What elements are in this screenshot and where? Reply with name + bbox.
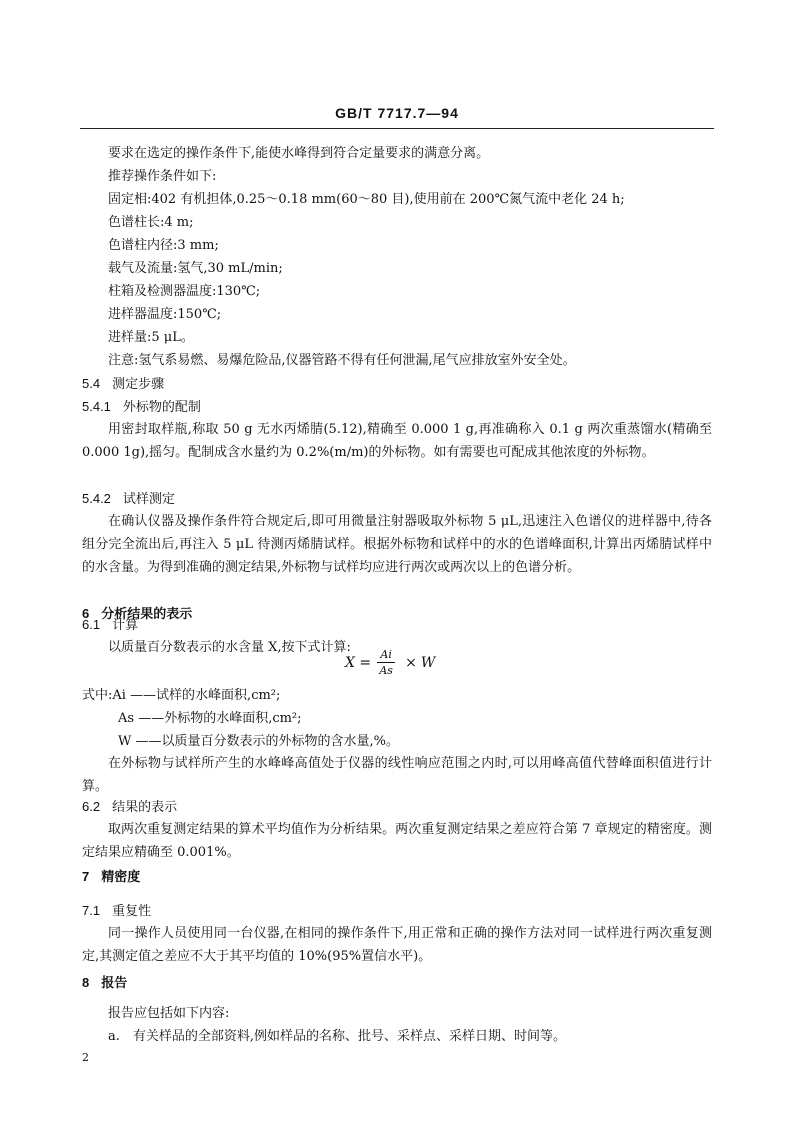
paragraph-7-1: 同一操作人员使用同一台仪器,在相同的操作条件下,用正常和正确的操作方法对同一试样进行两次重复测定,其测定值之差应不大于其平均值的 10%(95%置信水平)。: [82, 926, 712, 964]
where-line: As ——外标物的水峰面积,cm²;: [118, 711, 302, 726]
text-line: 进样器温度:150℃;: [108, 307, 222, 322]
section-5-4: [82, 376, 164, 393]
text-line: 进样量:5 μL。: [108, 330, 194, 345]
where-line: 式中:Ai ——试样的水峰面积,cm²;: [82, 688, 281, 703]
formula-numerator: Ai: [380, 648, 392, 661]
paragraph-5-4-2: 在确认仪器及操作条件符合规定后,即可用微量注射器吸取外标物 5 μL,迅速注入色谱仪的进样器中,待各组分完全流出后,再注入 5 μL 待测丙烯腈试样。根据外标物和试样中的水的色谱峰面积,计算出丙烯腈试样中的水含量。为得到准确的测定结果,外标物与试样均应进行两次或两次以上的色谱分析。: [82, 514, 712, 575]
text-line: 要求在选定的操作条件下,能使水峰得到符合定量要求的满意分离。: [108, 146, 490, 161]
text-line: 柱箱及检测器温度:130℃;: [108, 284, 261, 299]
text-line: 色谱柱长:4 m;: [108, 215, 194, 230]
section-6-1: [82, 617, 138, 634]
section-title: 报告: [101, 976, 128, 991]
text-line: 报告应包括如下内容:: [108, 1006, 230, 1021]
text-line: 载气及流量:氢气,30 mL/min;: [108, 261, 283, 276]
formula: [345, 648, 435, 677]
section-6-2: [82, 799, 177, 816]
section-number: 7: [82, 869, 90, 884]
section-7: [82, 869, 140, 886]
text-line: 注意:氢气系易燃、易爆危险品,仪器管路不得有任何泄漏,尾气应排放室外安全处。: [108, 353, 576, 368]
section-5-4-2: [82, 491, 175, 508]
header-rule: [80, 128, 714, 129]
paragraph-6-2: 取两次重复测定结果的算术平均值作为分析结果。两次重复测定结果之差应符合第 7 章规定的精密度。测定结果应精确至 0.001%。: [82, 822, 712, 860]
section-5-4-1: [82, 399, 201, 416]
section-title: 计算: [112, 618, 139, 633]
section-title: 重复性: [112, 904, 152, 919]
formula-lhs: X =: [345, 654, 372, 671]
section-number: 6: [82, 606, 90, 621]
formula-rhs: W: [420, 654, 436, 671]
section-number: 6.1: [82, 617, 101, 632]
paragraph-5-4-1: 用密封取样瓶,称取 50 g 无水丙烯腈(5.12),精确至 0.000 1 g,再准确称入 0.1 g 两次重蒸馏水(精确至 0.000 1g),摇匀。配制成含水量约为 0.2%(m/m)的外标物。如有需要也可配成其他浓度的外标物。: [82, 422, 712, 460]
text-line: 色谱柱内径:3 mm;: [108, 238, 219, 253]
section-number: 6.2: [82, 799, 101, 814]
section-number: 5.4.1: [82, 399, 111, 414]
section-7-1: [82, 903, 151, 920]
text-line: 固定相:402 有机担体,0.25～0.18 mm(60～80 目),使用前在 200℃氮气流中老化 24 h;: [108, 192, 625, 207]
section-8: [82, 975, 127, 992]
section-number: 7.1: [82, 903, 101, 918]
text-line: 推荐操作条件如下:: [108, 169, 217, 184]
section-number: 8: [82, 975, 90, 990]
section-title: 测定步骤: [112, 377, 165, 392]
section-title: 外标物的配制: [122, 400, 201, 415]
section-number: 5.4: [82, 376, 101, 391]
section-title: 精密度: [101, 870, 141, 885]
standard-code-header: GB/T 7717.7—94: [335, 105, 459, 121]
section-number: 5.4.2: [82, 491, 111, 506]
formula-denominator: As: [379, 664, 393, 677]
section-title: 分析结果的表示: [101, 607, 193, 622]
section-title: 结果的表示: [112, 800, 178, 815]
fraction-bar: [377, 662, 395, 663]
paragraph-6-1-note: 在外标物与试样所产生的水峰峰高值处于仪器的线性响应范围之内时,可以用峰高值代替峰面积值进行计算。: [82, 756, 712, 794]
page-number: 2: [82, 1051, 89, 1064]
formula-fraction: [377, 648, 395, 677]
list-item-a: a. 有关样品的全部资料,例如样品的名称、批号、采样点、采样日期、时间等。: [108, 1029, 567, 1044]
times-sign: ×: [405, 654, 417, 671]
where-line: W ——以质量百分数表示的外标物的含水量,%。: [118, 734, 399, 749]
text-line: 以质量百分数表示的水含量 X,按下式计算:: [108, 640, 351, 655]
section-title: 试样测定: [122, 492, 175, 507]
